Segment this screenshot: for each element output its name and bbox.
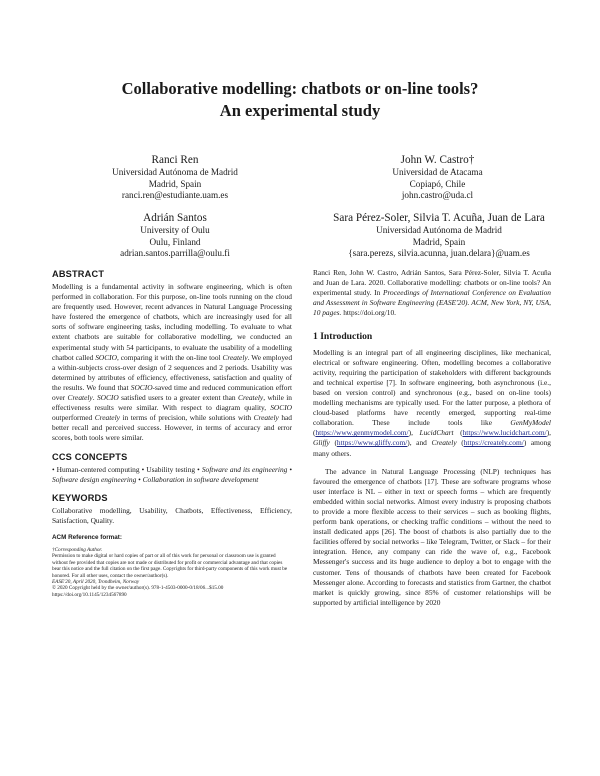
- author-block-2: [355, 153, 520, 202]
- lucidchart-link[interactable]: https://www.lucidchart.com/: [462, 428, 547, 438]
- keywords-text: Collaborative modelling, Usability, Chatbots, Effectiveness, Efficiency, Satisfaction, Quality.: [52, 505, 292, 525]
- creately-link[interactable]: https://creately.com/: [463, 438, 524, 448]
- acm-reference-text: Ranci Ren, John W. Castro, Adrián Santos, Sara Pérez-Soler, Silvia T. Acuña and Juan de Lara. 2020. Collaborative modelling: chatbots or on-line tools? An experimental study. In Proceedings of International Conference on Evaluation and Assessment in Software Engineering (EASE'20). ACM, New York, NY, USA, 10 pages. https://doi.org/10.: [313, 268, 551, 318]
- author-name: Adrián Santos: [143, 212, 207, 224]
- author-name: Sara Pérez-Soler, Silvia T. Acuña, Juan de Lara: [333, 212, 545, 224]
- intro-paragraph-2: The advance in Natural Language Processing (NLP) techniques has favoured the emergence of chatbots [17]. These are software programs whose user interface is NL – either in text or speech forms – which are frequently embedded within social networks. Almost every industry is proposing chatbots to provide a more flexible access to their services – such as booking flights, perform bank operations, or checking traffic conditions – without the need to install dedicated apps [26]. The boost of chatbots is also partially due to the facilities offered by social networks – like Telegram, Twitter, or Slack – for their integration. Hence, any company can ride the wave of, e.g., Facebook Messenger's success and its huge audience to deploy a bot to engage with the customer. Tens of thousands of chatbots have been created for Facebook Messenger alone. According to forecasts and statistics from Gartner, the chatbot market is quickly growing, since 85% of customer relationships will be supported by artificial intelligence by 2020: [313, 466, 551, 607]
- ccs-heading: CCS CONCEPTS: [52, 451, 128, 462]
- acm-reference-format-label: ACM Reference format:: [52, 533, 122, 541]
- left-column: [52, 268, 292, 598]
- author-name: John W. Castro†: [400, 154, 475, 166]
- author-email: john.castro@uda.cl: [401, 190, 474, 201]
- author-location: Madrid, Spain: [412, 236, 466, 247]
- title-line-2: An experimental study: [219, 101, 381, 120]
- paper-title: [60, 78, 540, 122]
- author-location: Oulu, Finland: [149, 236, 201, 247]
- title-line-1: Collaborative modelling: chatbots or on-line tools?: [121, 79, 479, 98]
- author-location: Madrid, Spain: [148, 178, 202, 189]
- intro-paragraph-1: Modelling is an integral part of all engineering disciplines, like mechanical, electrical or software engineering. Often, modelling becomes a collaborative activity, requiring the participation of stakeholders with different backgrounds and technical expertise [7]. In software engineering, both asynchronous (i.e., based on version control) and synchronous (e.g., based on on-line tools) modelling mechanisms are typically used. For the latter purpose, a plethora of cloud-based platforms have recently emerged, supporting real-time collaboration. These include tools like GenMyModel (https://www.genmymodel.com/), LucidChart (https://www.lucidchart.com/), Gliffy (https://www.gliffy.com/), and Creately (https://creately.com/) among many others.: [313, 347, 551, 458]
- right-column: [313, 268, 551, 608]
- author-affiliation: Universidad Autónoma de Madrid: [112, 167, 238, 177]
- genmymodel-link[interactable]: https://www.genmymodel.com/: [315, 428, 409, 438]
- author-affiliation: University of Oulu: [140, 225, 210, 235]
- author-name: Ranci Ren: [151, 154, 199, 166]
- author-block-4: [305, 211, 573, 260]
- author-block-3: [90, 211, 260, 260]
- ccs-text: • Human-centered computing • Usability testing • Software and its engineering • Software design engineering • Collaboration in software development: [52, 464, 292, 484]
- keywords-heading: KEYWORDS: [52, 492, 108, 503]
- doi-line: https://doi.org/10.1145/1234567890: [52, 591, 127, 598]
- author-affiliation: Universidad de Atacama: [392, 167, 483, 177]
- introduction-heading: 1 Introduction: [313, 331, 373, 343]
- author-affiliation: Universidad Autónoma de Madrid: [376, 225, 502, 235]
- gliffy-link[interactable]: https://www.gliffy.com/: [336, 438, 408, 448]
- author-email: {sara.perezs, silvia.acunna, juan.delara}@uam.es: [348, 248, 530, 259]
- author-location: Copiapó, Chile: [409, 178, 466, 189]
- corresponding-author-note: †Corresponding Author.: [52, 546, 103, 553]
- permission-notice: Permission to make digital or hard copies of part or all of this work for personal or classroom use is granted without fee provided that copies are not made or distributed for profit or commercial advantage and that copies bear this notice and the full citation on the first page. Copyrights for third-party components of this work must be honored. For all other uses, contact the owner/author(s).: [52, 553, 288, 579]
- abstract-text: Modelling is a fundamental activity in software engineering, which is often performed in collaboration. For this purpose, on-line tools running on the cloud are frequently used. However, recent advances in Natural Language Processing have fostered the emergence of chatbots, which are increasingly used for all sorts of software engineering tasks, including modelling. To evaluate to what extent chatbots are suitable for collaborative modelling, we conducted an experimental study with 54 participants, to evaluate the usability of a modelling chatbot called SOCIO, comparing it with the on-line tool Creately. We employed a within-subjects cross-over design of 2 sequences and 2 periods. Usability was determined by attributes of efficiency, effectiveness, satisfaction and quality of the results. We found that SOCIO-saved time and reduced communication effort over Creately. SOCIO satisfied users to a greater extent than Creately, while in effectiveness results were similar. With respect to diagram quality, SOCIO outperformed Creately in terms of precision, while solutions with Creately had better recall and perceived success. However, in terms of accuracy and error scores, both tools were similar.: [52, 282, 293, 443]
- abstract-heading: ABSTRACT: [52, 269, 105, 279]
- venue-line: EASE'20, April 2020, Trondheim, Norway: [52, 579, 140, 585]
- author-email: adrian.santos.parrilla@oulu.fi: [120, 248, 230, 259]
- author-email: ranci.ren@estudiante.uam.es: [121, 190, 229, 201]
- author-block-1: [90, 153, 260, 202]
- copyright-line: © 2020 Copyright held by the owner/author(s). 978-1-4503-0000-0/18/06...$15.00: [52, 585, 224, 592]
